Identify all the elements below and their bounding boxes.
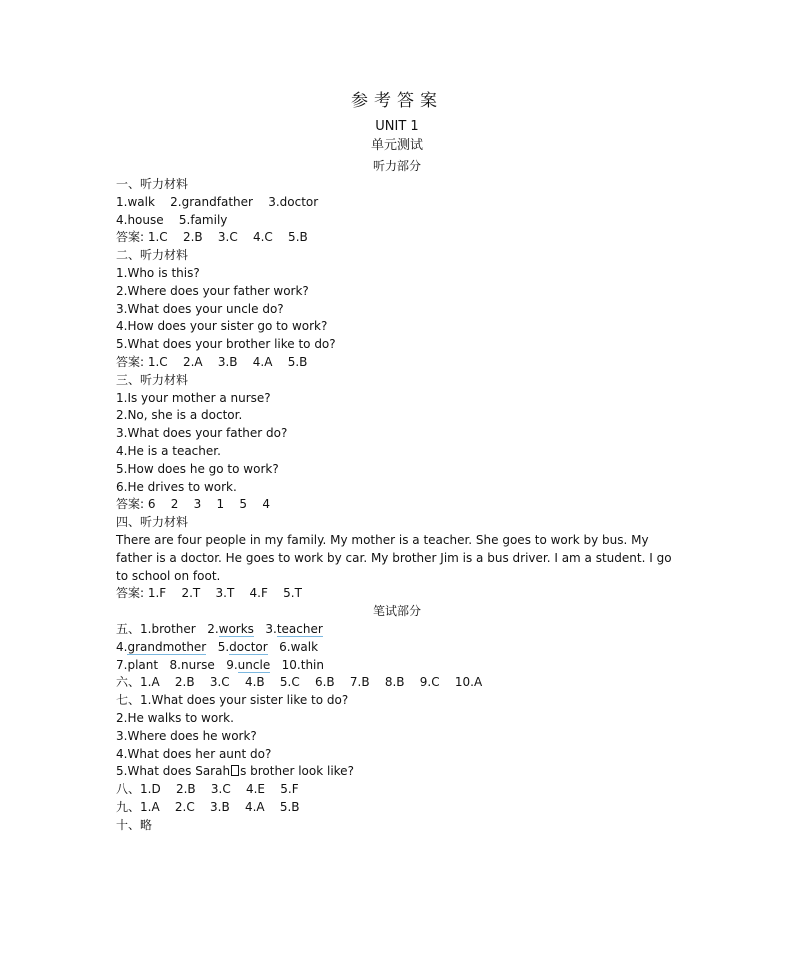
section-5-a5-num: 5.: [217, 639, 230, 654]
section-5-a9-word: uncle: [237, 657, 271, 672]
section-5-a2-word: works: [218, 621, 254, 636]
section-3-heading: 三、听力材料: [116, 372, 189, 387]
unit-label: UNIT 1: [375, 119, 419, 134]
section-5-a5-word: doctor: [229, 639, 268, 654]
section-8-answers: 八、1.D 2.B 3.C 4.E 5.F: [116, 782, 299, 797]
section-3-q2: 2.No, she is a doctor.: [116, 408, 243, 423]
section-5-a6: 6.walk: [279, 639, 319, 654]
test-subtitle: 单元测试: [370, 138, 423, 153]
section-5-a8: 8.nurse: [169, 657, 215, 672]
missing-glyph-box-icon: [231, 765, 239, 776]
section-7-line-2: 2.He walks to work.: [116, 710, 234, 725]
section-2-heading: 二、听力材料: [116, 248, 189, 263]
section-3-q3: 3.What does your father do?: [116, 426, 288, 441]
section-5-prefix: 五、: [116, 621, 141, 636]
section-7-line-4: 4.What does her aunt do?: [116, 746, 272, 761]
section-2-q4: 4.How does your sister go to work?: [116, 319, 328, 334]
written-part-heading: 笔试部分: [372, 604, 421, 619]
section-7-line-5-start: 5.What does Sarah: [116, 764, 231, 779]
section-5-a10: 10.thin: [281, 657, 324, 672]
section-5-a1: 1.brother: [140, 621, 196, 636]
section-5-a4-num: 4.: [116, 639, 128, 654]
section-5-a4-word: grandmother: [127, 639, 207, 654]
section-7-line-1: 七、1.What does your sister like to do?: [116, 693, 349, 708]
listening-part-heading: 听力部分: [372, 159, 421, 173]
section-7-line-5-end: s brother look like?: [240, 764, 354, 779]
section-5-a2-num: 2.: [207, 621, 219, 636]
section-4-heading: 四、听力材料: [116, 515, 189, 530]
section-5-line-1: [116, 621, 676, 639]
section-1-line-2: 4.house 5.family: [116, 212, 228, 227]
section-5-a3-num: 3.: [265, 621, 277, 636]
section-5-a3-word: teacher: [276, 621, 323, 636]
section-2-q5: 5.What does your brother like to do?: [116, 337, 336, 352]
section-7-line-3: 3.Where does he work?: [116, 728, 257, 743]
section-5-a9-num: 9.: [226, 657, 238, 672]
section-6-answers: 六、1.A 2.B 3.C 4.B 5.C 6.B 7.B 8.B 9.C 10.A: [116, 675, 483, 690]
answer-body: [116, 176, 676, 834]
section-2-answer: 答案: 1.C 2.A 3.B 4.A 5.B: [116, 354, 308, 369]
section-3-q6: 6.He drives to work.: [116, 479, 237, 494]
section-1-answer: 答案: 1.C 2.B 3.C 4.C 5.B: [116, 230, 308, 245]
section-3-q4: 4.He is a teacher.: [116, 443, 221, 458]
section-2-q2: 2.Where does your father work?: [116, 283, 309, 298]
section-3-q1: 1.Is your mother a nurse?: [116, 390, 271, 405]
section-5-line-3: [116, 657, 676, 675]
section-2-q3: 3.What does your uncle do?: [116, 301, 284, 316]
section-9-answers: 九、1.A 2.C 3.B 4.A 5.B: [116, 799, 300, 814]
section-7-line-5: [116, 763, 676, 781]
section-5-line-2: [116, 639, 676, 657]
section-1-line-1: 1.walk 2.grandfather 3.doctor: [116, 194, 319, 209]
section-4-passage: There are four people in my family. My mother is a teacher. She goes to work by bus. My father is a doctor. He goes to work by car. My brother Jim is a bus driver. I am a student. I go to school on foot.: [116, 532, 672, 583]
section-2-q1: 1.Who is this?: [116, 265, 200, 280]
section-3-q5: 5.How does he go to work?: [116, 461, 279, 476]
section-5-a7: 7.plant: [116, 657, 159, 672]
section-3-answer: 答案: 6 2 3 1 5 4: [116, 497, 270, 512]
page-title: 参考答案: [351, 91, 443, 111]
section-10-answers: 十、略: [116, 817, 153, 832]
section-4-answer: 答案: 1.F 2.T 3.T 4.F 5.T: [116, 586, 302, 601]
section-1-heading: 一、听力材料: [116, 177, 189, 191]
